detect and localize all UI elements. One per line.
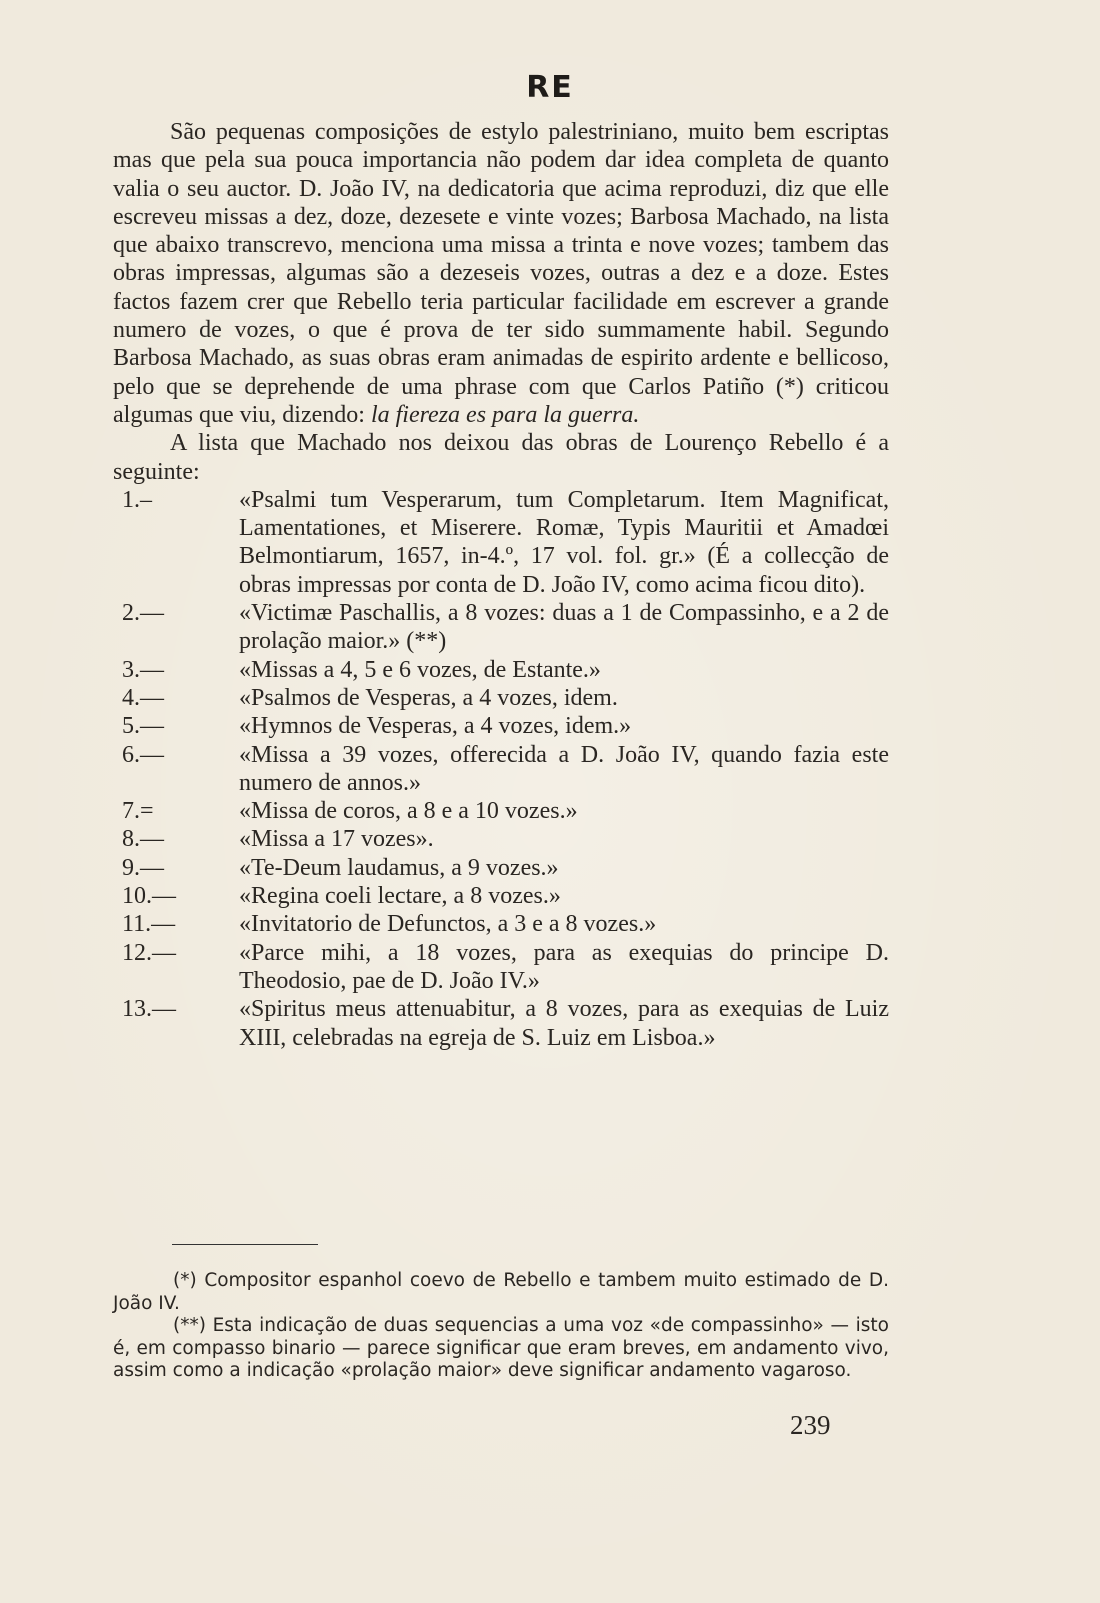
list-item	[113, 599, 889, 656]
list-item	[113, 882, 889, 910]
paragraph: A lista que Machado nos deixou das obras de Lourenço Rebello é a seguinte:	[113, 430, 889, 485]
footnote-divider	[172, 1244, 318, 1245]
item-text: «Parce mihi, a 18 vozes, para as exequias do principe D. Theodosio, pae de D. João IV.»	[239, 939, 889, 994]
list-item	[113, 712, 889, 740]
item-text: «Missa a 17 vozes».	[239, 826, 434, 853]
list-item	[113, 939, 889, 996]
item-text: «Victimæ Paschallis, a 8 vozes: duas a 1 de Compassinho, e a 2 de prolação maior.» (**)	[239, 600, 889, 655]
item-text: «Regina coeli lectare, a 8 vozes.»	[239, 883, 561, 910]
item-number: 6.—	[122, 741, 164, 768]
paragraph	[113, 118, 889, 429]
item-text: «Te-Deum laudamus, a 9 vozes.»	[239, 854, 559, 881]
item-number: 5.—	[122, 713, 164, 740]
item-text: «Psalmos de Vesperas, a 4 vozes, idem.	[239, 684, 618, 711]
item-number: 1.–	[122, 486, 152, 513]
list-item	[113, 486, 889, 599]
item-text: «Spiritus meus attenuabitur, a 8 vozes, para as exequias de Luiz XIII, celebradas na egreja de S. Luiz em Lisboa.»	[239, 996, 889, 1051]
footnote: (*) Compositor espanhol coevo de Rebello e tambem muito estimado de D. João IV.	[113, 1270, 889, 1314]
item-text: «Missas a 4, 5 e 6 vozes, de Estante.»	[239, 656, 601, 683]
works-list	[113, 486, 889, 1052]
item-text: «Missa a 39 vozes, offerecida a D. João IV, quando fazia este numero de annos.»	[239, 741, 889, 796]
item-number: 3.—	[122, 656, 164, 683]
list-item	[113, 854, 889, 882]
item-number: 9.—	[122, 854, 164, 881]
list-item	[113, 684, 889, 712]
item-number: 4.—	[122, 684, 164, 711]
list-item	[113, 797, 889, 825]
item-number: 7.=	[122, 798, 154, 825]
quoted-phrase: la fiereza es para la guerra.	[370, 401, 640, 428]
list-item	[113, 741, 889, 798]
list-item	[113, 825, 889, 853]
item-number: 13.—	[122, 996, 176, 1023]
page-number: 239	[790, 1410, 831, 1440]
item-text: «Missa de coros, a 8 e a 10 vozes.»	[239, 798, 578, 825]
main-text	[113, 118, 889, 1052]
footnotes	[113, 1270, 889, 1383]
item-text: «Invitatorio de Defunctos, a 3 e a 8 vozes.»	[239, 911, 657, 938]
running-head: RE	[526, 70, 574, 105]
footnote: (**) Esta indicação de duas sequencias a uma voz «de compassinho» — isto é, em compasso binario — parece significar que eram breves, em andamento vivo, assim como a indicação «prolação maior» deve significar andamento vagaroso.	[113, 1315, 889, 1382]
item-number: 10.—	[122, 883, 176, 910]
list-item	[113, 656, 889, 684]
item-number: 8.—	[122, 826, 164, 853]
item-number: 12.—	[122, 939, 176, 966]
list-item	[113, 995, 889, 1052]
list-item	[113, 910, 889, 938]
paragraph-text: São pequenas composições de estylo palestriniano, muito bem escriptas mas que pela sua pouca importancia não podem dar idea completa de quanto valia o seu auctor. D. João IV, na dedicatoria que acima reproduzi, diz que elle escreveu missas a dez, doze, dezesete e vinte vozes; Barbosa Machado, na lista que abaixo transcrevo, menciona uma missa a trinta e nove vozes; tambem das obras impressas, algumas são a dezeseis vozes, outras a dez e a doze. Estes factos fazem crer que Rebello teria particular facilidade em escrever a grande numero de vozes, o que é prova de ter sido summamente habil. Segundo Barbosa Machado, as suas obras eram animadas de espirito ardente e bellicoso, pelo que se deprehende de uma phrase com que Carlos Patiño (*) criticou algumas que viu, dizendo:	[113, 119, 889, 428]
item-number: 11.—	[122, 911, 176, 938]
item-text: «Psalmi tum Vesperarum, tum Completarum. Item Magnificat, Lamentationes, et Miserere. Romæ, Typis Mauritii et Amadœi Belmontiarum, 1657, in-4.º, 17 vol. fol. gr.» (É a collecção de obras impressas por conta de D. João IV, como acima ficou dito).	[239, 486, 889, 598]
item-text: «Hymnos de Vesperas, a 4 vozes, idem.»	[239, 713, 632, 740]
item-number: 2.—	[122, 600, 164, 627]
